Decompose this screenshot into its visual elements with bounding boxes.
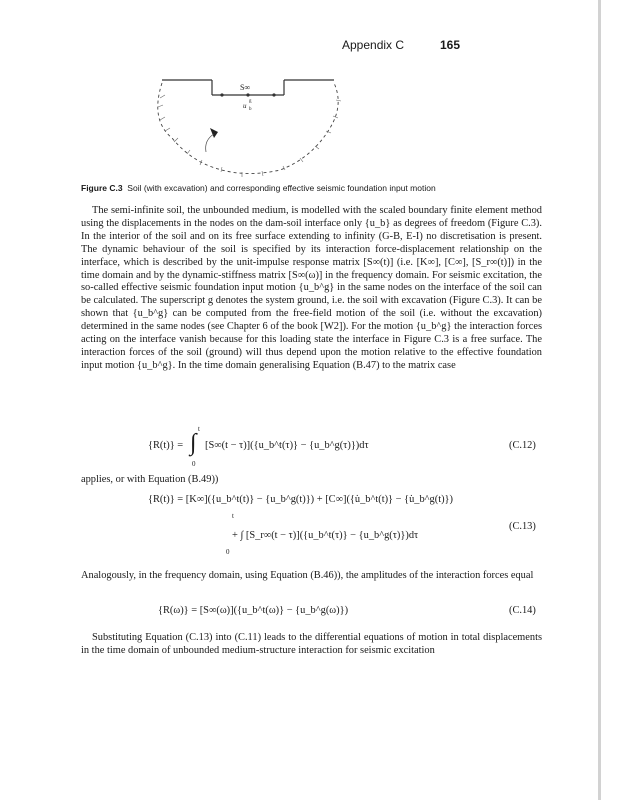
- eq-c12-lower-limit: 0: [192, 460, 196, 468]
- eq-c13-number: (C.13): [509, 521, 536, 532]
- paragraph-1: The semi-infinite soil, the unbounded medium, is modelled with the scaled boundary finite element method using the displacements in the nodes on the dam-soil interface only {u_b} as degrees of freedom (Figure C.3). In the interior of the soil and on its free surface extending to infinity (G-B, E-I) no discretisation is present. The dynamic behaviour of the soil is specified by its interaction force-displacement relationship on the interface, which is described by the unit-impulse response matrix [S∞(t)] (i.e. [K∞], [C∞], [S_r∞(t)]) in the time domain and by the dynamic-stiffness matrix [S∞(ω)] in the frequency domain. For seismic excitation, the so-called effective seismic foundation input motion {u_b^g} in the same nodes on the interface of the soil can be calculated. The superscript g denotes the system ground, i.e. the soil with excavation (Figure C.3). It can be shown that {u_b^g} can be computed from the free-field motion of the soil (i.e. without the excavation) determined in the same nodes (see Chapter 6 of the book [W2]). For the motion {u_b^g} the interaction forces acting on the interface vanish because for this loading state the interface in Figure C.3 is a free surface. The interaction forces of the soil (ground) will thus depend upon the motion relative to the effective foundation input motion {u_b^g}. In the time domain generalising Equation (B.47) to the matrix case: [81, 205, 542, 371]
- paragraph-3: Analogously, in the frequency domain, using Equation (B.46)), the amplitudes of the interaction forces equal: [81, 570, 534, 581]
- label-u-b-sub: b: [249, 107, 252, 112]
- label-u-b-sup: g: [249, 99, 252, 104]
- paragraph-2: applies, or with Equation (B.49)): [81, 474, 219, 485]
- eq-c12-lhs: {R(t)} =: [148, 440, 184, 451]
- eq-c13-line2: + ∫ [S_r∞(t − τ)]({u_b^t(τ)} − {u_b^g(τ)})dτ: [232, 530, 419, 541]
- page-number: 165: [440, 38, 461, 52]
- excitation-arrow-stem: [206, 134, 214, 152]
- caption-text: Soil (with excavation) and corresponding effective seismic foundation input motion: [127, 183, 436, 193]
- eq-c13-line1: {R(t)} = [K∞]({u_b^t(t)} − {u_b^g(t)}) + [C∞]({u̇_b^t(t)} − {u̇_b^g(t)}): [148, 494, 454, 505]
- eq-c12-upper-limit: t: [198, 425, 200, 433]
- label-u-b: u: [243, 102, 247, 110]
- eq-c13-lower-limit: 0: [226, 548, 230, 556]
- eq-c14-number: (C.14): [509, 605, 536, 616]
- eq-c12-integral-sign: ∫: [190, 430, 197, 456]
- eq-c12-body: [S∞(t − τ)]({u_b^t(τ)} − {u_b^g(τ)})dτ: [205, 440, 369, 451]
- eq-c14-body: {R(ω)} = [S∞(ω)]({u_b^t(ω)} − {u_b^g(ω)}): [158, 605, 349, 616]
- label-s-inf: S∞: [240, 83, 251, 92]
- caption-label: Figure C.3: [81, 183, 123, 193]
- figure-caption: [81, 183, 541, 193]
- eq-c12-number: (C.12): [509, 440, 536, 451]
- eq-c13-upper-limit: t: [232, 512, 234, 520]
- paragraph-4: Substituting Equation (C.13) into (C.11) leads to the differential equations of motion in total displacements in the time domain of unbounded medium-structure interaction for seismic excitation: [81, 632, 542, 656]
- section-title: Appendix C: [342, 38, 405, 52]
- excitation-arrow: [210, 128, 218, 138]
